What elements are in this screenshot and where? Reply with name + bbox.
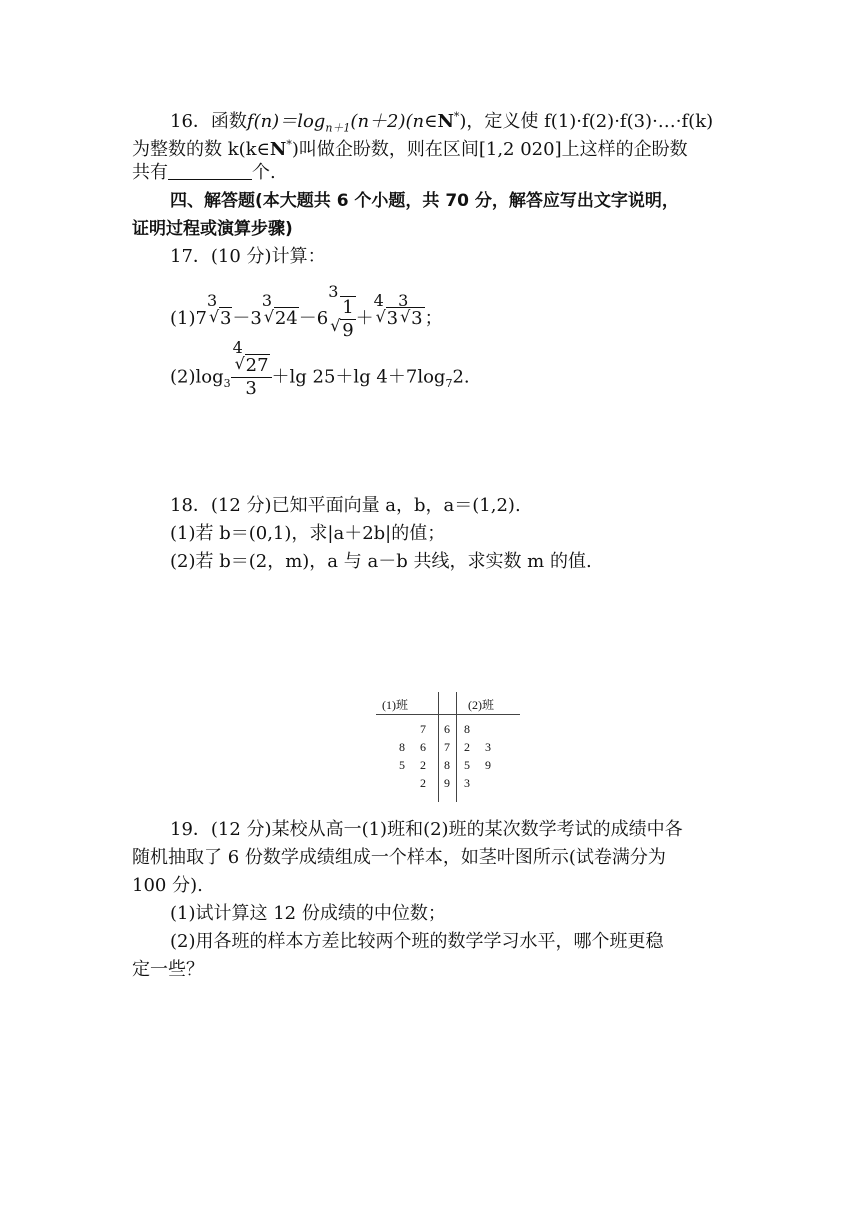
fraction bbox=[340, 296, 355, 342]
log-base-2: 7 bbox=[445, 377, 453, 391]
q16-text2a: 为整数的数 k(k∈ bbox=[132, 139, 270, 160]
q17-p1-minus1: －3 bbox=[232, 308, 262, 329]
leaf-left: 7 bbox=[420, 722, 432, 736]
q19-line6: 定一些？ bbox=[132, 959, 204, 980]
q16-star2: * bbox=[286, 138, 292, 151]
q17-p1-end: ； bbox=[424, 308, 443, 329]
q16-set-n2: N bbox=[269, 139, 287, 160]
q16-text2b: )叫做企盼数，则在区间[1,2 020]上这样的企盼数 bbox=[291, 139, 688, 160]
q18-line3: (2)若 b＝(2，m)，a 与 a－b 共线，求实数 m 的值. bbox=[170, 551, 592, 572]
leaf-left: 8 6 bbox=[399, 740, 432, 754]
fraction bbox=[231, 338, 272, 400]
radical-sign: √ bbox=[330, 316, 341, 335]
header-class1: (1)班 bbox=[382, 698, 408, 712]
q16-set-n: N bbox=[437, 111, 454, 132]
root-index: 3 bbox=[261, 291, 273, 310]
q19-line2: 随机抽取了 6 份数学成绩组成一个样本，如茎叶图所示(试卷满分为 bbox=[132, 847, 666, 868]
log-base: 3 bbox=[223, 377, 231, 391]
stem-row bbox=[376, 776, 522, 793]
inner-cube-root bbox=[398, 291, 423, 333]
radicand bbox=[386, 291, 425, 329]
fourth-root bbox=[232, 338, 270, 377]
section4-heading-cont: 证明过程或演算步骤) bbox=[132, 219, 293, 239]
q19-line1: 19．(12 分)某校从高一(1)班和(2)班的某次数学考试的成绩中各 bbox=[170, 819, 683, 840]
stem-leaf-plot bbox=[376, 692, 522, 804]
denominator: 3 bbox=[245, 378, 257, 399]
q16-star: * bbox=[453, 110, 460, 123]
header-rule bbox=[376, 714, 520, 715]
q17-p1-minus2: －6 bbox=[298, 308, 329, 329]
leaf-left: 2 bbox=[420, 776, 432, 790]
q17-p1-prefix: (1)7 bbox=[170, 308, 207, 329]
q17-p1-plus: ＋ bbox=[355, 308, 374, 329]
q16-line3 bbox=[132, 159, 732, 187]
radicand: 27 bbox=[245, 355, 269, 376]
radicand-coef: 3 bbox=[386, 308, 399, 329]
fourth-root bbox=[373, 291, 425, 333]
root-index: 4 bbox=[232, 338, 243, 357]
leaf-right: 3 bbox=[464, 776, 476, 790]
leaf-left: 5 2 bbox=[399, 758, 432, 772]
stem: 7 bbox=[444, 740, 450, 754]
q16-log-base: n＋1 bbox=[325, 121, 351, 135]
q17-title: 17．(10 分)计算： bbox=[170, 246, 326, 267]
section4-heading: 四、解答题(本大题共 6 个小题，共 70 分，解答应写出文字说明， bbox=[170, 191, 679, 211]
cube-root-3 bbox=[328, 282, 355, 342]
answer-blank[interactable] bbox=[168, 163, 252, 180]
leaf-right: 5 9 bbox=[464, 758, 497, 772]
stem: 9 bbox=[444, 776, 450, 790]
q16-text3a: 共有 bbox=[132, 162, 168, 183]
q17-p2-end: 2. bbox=[452, 366, 470, 388]
radical-sign: √ bbox=[234, 354, 245, 373]
stem: 6 bbox=[444, 722, 450, 736]
radicand: 3 bbox=[219, 308, 232, 329]
leaf-right: 8 bbox=[464, 722, 476, 736]
radicand: 24 bbox=[274, 308, 298, 329]
q19-line3: 100 分). bbox=[132, 875, 203, 896]
q17-p2-prefix: (2)log bbox=[170, 366, 224, 388]
cube-root-2 bbox=[261, 291, 299, 333]
radical-sign: √ bbox=[375, 307, 386, 326]
q19-line5: (2)用各班的样本方差比较两个班的数学学习水平，哪个班更稳 bbox=[170, 931, 664, 952]
stem: 8 bbox=[444, 758, 450, 772]
root-index: 4 bbox=[373, 291, 384, 310]
cube-root-1 bbox=[206, 291, 232, 333]
root-index: 3 bbox=[398, 291, 409, 310]
stem-row bbox=[376, 758, 522, 775]
radical-sign: √ bbox=[208, 307, 220, 326]
q18-line2: (1)若 b＝(0,1)，求|a＋2b|的值； bbox=[170, 523, 446, 544]
q16-arg: (n＋2)(n∈ bbox=[350, 111, 438, 132]
radical-sign: √ bbox=[400, 307, 411, 326]
root-index: 3 bbox=[206, 291, 218, 310]
q16-def: )，定义使 f(1)·f(2)·f(3)·…·f(k) bbox=[459, 111, 714, 132]
q17-part1 bbox=[170, 282, 770, 341]
q16-text: 16．函数 bbox=[170, 111, 247, 132]
q16-text3b: 个. bbox=[252, 162, 276, 183]
q18-line1: 18．(12 分)已知平面向量 a，b，a＝(1,2). bbox=[170, 495, 521, 516]
denominator: 9 bbox=[342, 320, 354, 341]
numerator: 1 bbox=[342, 297, 354, 318]
q16-func: f(n)＝log bbox=[246, 111, 326, 132]
stem-row bbox=[376, 722, 522, 739]
header-class2: (2)班 bbox=[468, 698, 494, 712]
q17-p2-rest: ＋lg 25＋lg 4＋7log bbox=[271, 366, 446, 388]
root-index: 3 bbox=[328, 282, 339, 301]
radicand: 3 bbox=[411, 308, 423, 329]
q19-line4: (1)试计算这 12 份成绩的中位数； bbox=[170, 903, 446, 924]
radical-sign: √ bbox=[263, 307, 275, 326]
leaf-right: 2 3 bbox=[464, 740, 497, 754]
stem-row bbox=[376, 740, 522, 757]
numerator bbox=[231, 338, 272, 378]
q17-part2 bbox=[170, 338, 770, 399]
